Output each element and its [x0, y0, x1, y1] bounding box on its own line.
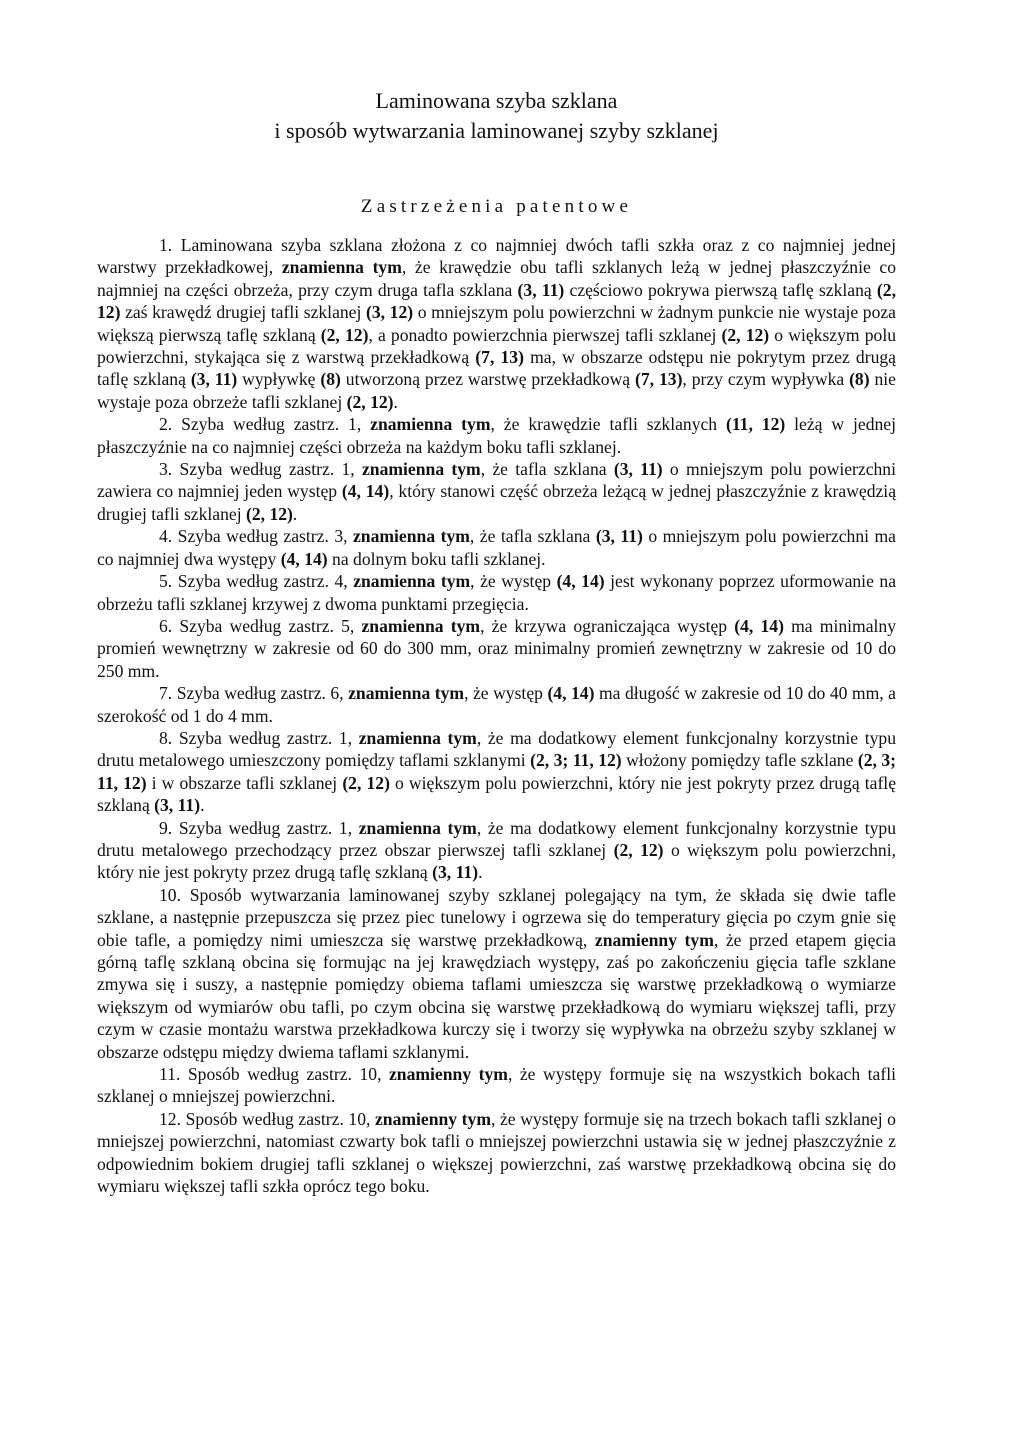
claim-text: o mniejszym polu powierzchni ma co najmniej dwa występy: [97, 526, 896, 569]
claim-text: Szyba według zastrz. 1,: [172, 459, 362, 480]
claim-text: leżą w jednej płaszczyźnie na co najmniej części obrzeża na każdym boku tafli szklanej.: [97, 414, 896, 457]
claim-emphasis: (3, 11): [154, 795, 201, 816]
claim-text: Szyba według zastrz. 1,: [172, 727, 359, 748]
claim-number: 2.: [159, 414, 173, 435]
title-line-2: i sposób wytwarzania laminowanej szyby szklanej: [274, 118, 719, 143]
claim-number: 5.: [159, 571, 173, 592]
claim-emphasis: (8): [849, 369, 870, 390]
claim-text: ma minimalny promień wewnętrzny w zakresie od 60 do 300 mm, oraz minimalny promień zewnętrzny w zakresie od 10 do 250 mm.: [97, 615, 897, 681]
claim-text: Szyba według zastrz. 1,: [172, 414, 371, 435]
claim-text: wypływkę: [237, 369, 321, 390]
claim-emphasis: znamienna tym: [358, 727, 477, 748]
claim-text: .: [478, 862, 483, 883]
claim-text: Szyba według zastrz. 6,: [172, 683, 349, 704]
claim-emphasis: znamienna tym: [353, 571, 471, 592]
claims-list: [97, 234, 896, 1197]
claim-emphasis: (3, 11): [613, 459, 663, 480]
claim-emphasis: znamienna tym: [361, 615, 481, 636]
claim-paragraph: [97, 1063, 896, 1108]
claim-text: , który stanowi część obrzeża leżącą w jednej płaszczyźnie z krawędzią drugiej tafli szklanej: [97, 481, 897, 524]
claim-text: o większym polu powierzchni, stykająca się z warstwą przekładkową: [97, 324, 897, 368]
claim-paragraph: [97, 682, 896, 727]
claim-emphasis: znamienny tym: [389, 1064, 508, 1085]
claim-text: i w obszarze tafli szklanej: [146, 772, 343, 793]
claim-number: 9.: [159, 817, 173, 838]
document-title: [97, 86, 896, 146]
claim-number: 10.: [159, 884, 181, 905]
claim-paragraph: [97, 234, 896, 413]
claim-text: .: [200, 795, 205, 816]
claim-emphasis: (8): [320, 369, 341, 390]
claim-emphasis: (3, 11): [517, 279, 565, 300]
claim-text: , że ma dodatkowy element funkcjonalny korzystnie typu drutu metalowego umieszczony pomiędzy taflami szklanymi: [97, 727, 896, 771]
claim-emphasis: (2, 3; 11, 12): [530, 750, 622, 771]
claim-emphasis: (2, 12): [342, 772, 390, 793]
claim-text: , że krzywa ograniczająca występ: [480, 615, 735, 636]
claim-paragraph: [97, 525, 896, 570]
claim-number: 1.: [159, 235, 173, 255]
claim-text: Sposób według zastrz. 10,: [181, 1108, 375, 1129]
claim-emphasis: (2, 12): [346, 391, 394, 412]
claim-text: , przy czym wypływka: [682, 369, 850, 390]
claim-paragraph: [97, 817, 896, 884]
claim-emphasis: (4, 14): [341, 481, 390, 502]
claim-paragraph: [97, 884, 896, 1063]
claim-text: na dolnym boku tafli szklanej.: [327, 548, 546, 569]
claim-emphasis: znamienna tym: [348, 683, 465, 704]
title-line-1: Laminowana szyba szklana: [375, 88, 618, 113]
claim-text: Szyba według zastrz. 1,: [172, 817, 359, 838]
claim-emphasis: (4, 14): [547, 683, 595, 704]
claim-text: , że krawędzie tafli szklanych: [490, 414, 726, 435]
section-heading: Zastrzeżenia patentowe: [360, 196, 633, 217]
claim-text: , że występ: [464, 683, 548, 704]
claim-text: ma, w obszarze odstępu nie pokrytym przez drugą taflę szklaną: [97, 347, 896, 390]
claim-emphasis: znamienna tym: [353, 526, 470, 547]
claim-text: Szyba według zastrz. 3,: [172, 526, 353, 547]
claim-emphasis: (3, 11): [595, 526, 643, 547]
claim-text: ma długość w zakresie od 10 do 40 mm, a szerokość od 1 do 4 mm.: [97, 683, 896, 726]
claim-emphasis: (3, 11): [432, 862, 479, 883]
claim-emphasis: znamienna tym: [358, 817, 477, 838]
claim-text: włożony pomiędzy tafle szklane: [621, 750, 858, 771]
claim-number: 8.: [159, 727, 173, 748]
claim-text: , że przed etapem gięcia górną taflę szklaną obcina się formując na jej krawędziach występy, zaś po zakończeniu gięcia tafle szklane zmywa się i suszy, a następnie pomiędzy obiema taflami umieszcza się warstwę przekładkową o wymiarze większym od wymiarów obu tafli, po czym obcina się warstwę przekładkową do wymiaru większej tafli, przy czym w czasie montażu warstwa przekładkowa kurczy się i tworzy się wypływka na obrzeżu szyby szklanej w obszarze odstępu między dwiema taflami szklanymi.: [97, 929, 896, 1062]
claim-emphasis: znamienny tym: [594, 929, 714, 950]
claim-number: 6.: [159, 615, 173, 636]
claim-paragraph: [97, 458, 896, 525]
claim-number: 4.: [159, 526, 173, 547]
claim-text: , że krawędzie obu tafli szklanych leżą w jednej płaszczyźnie co najmniej na części obrzeża, przy czym druga tafla szklana: [97, 257, 896, 300]
claim-emphasis: (4, 14): [734, 615, 784, 636]
claim-text: .: [393, 391, 398, 412]
document-page: [97, 86, 896, 1197]
claim-emphasis: (2, 3; 11, 12): [97, 750, 896, 793]
claim-emphasis: (4, 14): [280, 548, 328, 569]
claim-text: Szyba według zastrz. 5,: [172, 615, 362, 636]
claim-text: jest wykonany poprzez uformowanie na obrzeżu tafli szklanej krzywej z dwoma punktami przegięcia.: [97, 571, 897, 614]
claim-text: o większym polu powierzchni, który nie jest pokryty przez drugą taflę szklaną: [97, 839, 896, 883]
claim-emphasis: (3, 12): [365, 302, 414, 323]
claim-paragraph: [97, 413, 896, 458]
claim-text: , że występ: [470, 571, 557, 592]
claim-text: , że ma dodatkowy element funkcjonalny korzystnie typu drutu metalowego przechodzący przez obszar pierwszej tafli szklanej: [97, 817, 896, 860]
claim-emphasis: (2, 12): [721, 324, 770, 345]
claim-text: o mniejszym polu powierzchni zawiera co najmniej jeden występ: [97, 459, 896, 502]
claim-emphasis: znamienna tym: [370, 414, 491, 435]
claim-text: , że tafla szklana: [469, 526, 596, 547]
claim-emphasis: (11, 12): [726, 414, 786, 435]
claim-emphasis: znamienna tym: [362, 459, 481, 480]
claim-emphasis: (2, 12): [320, 324, 369, 345]
claim-number: 3.: [159, 459, 173, 480]
claim-emphasis: (2, 12): [613, 839, 664, 860]
claim-emphasis: (7, 13): [475, 347, 524, 368]
claim-text: , że tafla szklana: [480, 459, 614, 480]
claim-emphasis: (2, 12): [246, 503, 293, 524]
claim-text: nie wystaje poza obrzeże tafli szklanej: [97, 369, 896, 412]
claim-text: zaś krawędź drugiej tafli szklanej: [120, 302, 366, 323]
claim-text: Szyba według zastrz. 4,: [172, 571, 354, 592]
claim-text: , że występy formuje się na wszystkich bokach tafli szklanej o mniejszej powierzchni.: [97, 1064, 896, 1107]
claim-text: Sposób według zastrz. 10,: [180, 1064, 389, 1085]
claim-number: 7.: [159, 683, 173, 704]
claim-text: częściowo pokrywa pierwszą taflę szklaną: [564, 279, 877, 300]
claim-emphasis: znamienna tym: [281, 257, 402, 278]
claim-emphasis: znamienny tym: [374, 1108, 491, 1129]
claim-text: o większym polu powierzchni, który nie jest pokryty przez drugą taflę szklaną: [97, 772, 897, 816]
claim-emphasis: (7, 13): [635, 369, 683, 390]
claim-text: , że występy formuje się na trzech bokach tafli szklanej o mniejszej powierzchni, natomiast czwarty bok tafli o mniejszej powierzchni ustawia się w jednej płaszczyźnie z odpowiednim bokiem drugiej tafli szklanej o większej powierzchni, zaś warstwę przekładkową obcina się do wymiaru większej tafli szkła oprócz tego boku.: [97, 1108, 896, 1197]
claim-emphasis: (4, 14): [556, 571, 605, 592]
claim-paragraph: [97, 1108, 896, 1198]
claim-paragraph: [97, 570, 896, 615]
claim-text: .: [292, 503, 298, 524]
claim-number: 11.: [159, 1064, 181, 1085]
claim-emphasis: (2, 12): [97, 279, 896, 323]
claim-text: Laminowana szyba szklana złożona z co najmniej dwóch tafli szkła oraz z co najmniej jednej warstwy przekładkowej,: [97, 235, 896, 278]
claim-emphasis: (3, 11): [190, 369, 238, 390]
claim-paragraph: [97, 727, 896, 817]
claim-text: , a ponadto powierzchnia pierwszej tafli szklanej: [368, 324, 722, 345]
claim-text: utworzoną przez warstwę przekładkową: [340, 369, 636, 390]
claim-text: Sposób wytwarzania laminowanej szyby szklanej polegający na tym, że składa się dwie tafle szklane, a następnie przepuszcza się przez piec tunelowy i ogrzewa się do temperatury gięcia po czym gnie się obie tafle, a pomiędzy nimi umieszcza się warstwę przekładkową,: [97, 884, 896, 950]
claim-paragraph: [97, 615, 896, 682]
claim-number: 12.: [159, 1108, 181, 1129]
claim-text: o mniejszym polu powierzchni w żadnym punkcie nie wystaje poza większą pierwszą taflę szklaną: [97, 302, 896, 345]
